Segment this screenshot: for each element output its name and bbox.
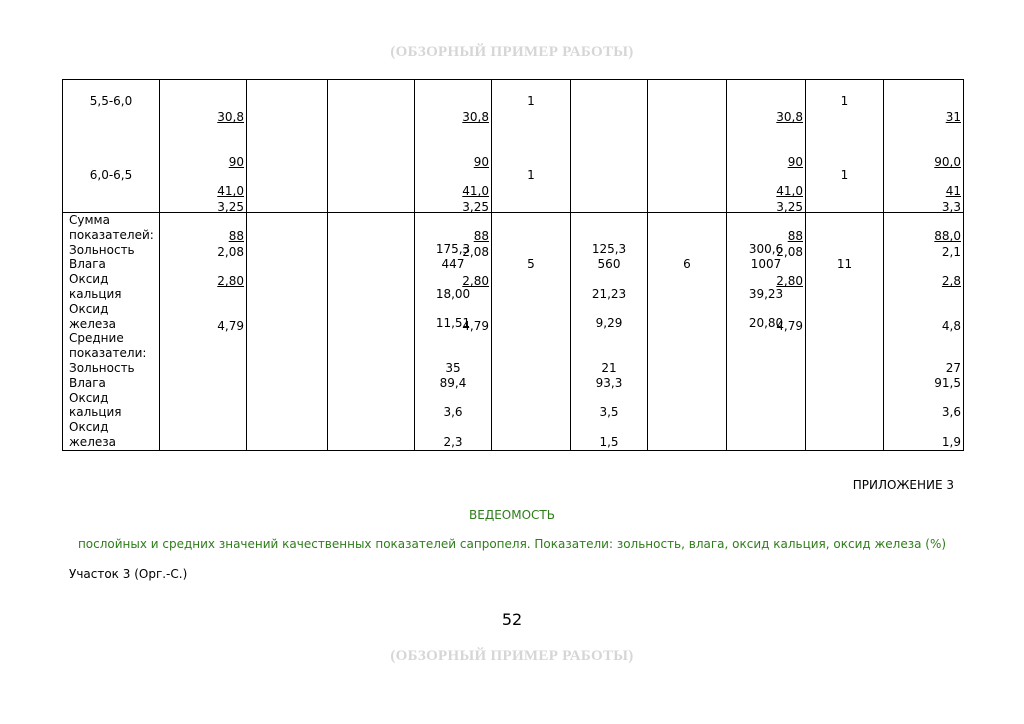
value: 2,80 bbox=[776, 274, 803, 288]
avg-value: 1,9 bbox=[941, 435, 961, 449]
summary-label: Зольность bbox=[69, 242, 135, 257]
avg-value: 27 bbox=[945, 361, 961, 375]
summary-label: кальция bbox=[69, 405, 122, 420]
value: 90,0 bbox=[934, 155, 961, 169]
sum-value: 175,3 bbox=[435, 242, 471, 256]
summary-label: кальция bbox=[69, 286, 122, 301]
avg-value: 2,3 bbox=[443, 435, 463, 449]
cell-col3 bbox=[328, 213, 415, 451]
cell-col1 bbox=[160, 80, 247, 333]
sum-value: 447 bbox=[441, 257, 465, 271]
sum-count: 11 bbox=[836, 257, 853, 271]
value: 88 bbox=[228, 229, 244, 243]
page-number: 52 bbox=[501, 610, 523, 629]
value: 2,08 bbox=[462, 245, 489, 259]
value: 90 bbox=[473, 155, 489, 169]
value: 2,80 bbox=[217, 274, 244, 288]
cell-col1 bbox=[160, 213, 247, 451]
summary-label: показатели: bbox=[69, 346, 147, 361]
cell-col2 bbox=[247, 80, 328, 213]
cell-col5 bbox=[492, 80, 571, 213]
value: 88 bbox=[473, 229, 489, 243]
sum-value: 11,51 bbox=[435, 316, 471, 330]
summary-label: показателей: bbox=[69, 227, 154, 242]
value: 41,0 bbox=[462, 184, 489, 198]
cell-col5-summary bbox=[492, 213, 571, 451]
summary-label: железа bbox=[69, 434, 116, 449]
sum-value: 18,00 bbox=[435, 287, 471, 301]
sum-count: 6 bbox=[683, 257, 691, 271]
cell-col6 bbox=[571, 80, 648, 213]
value: 2,1 bbox=[941, 245, 961, 259]
cell-depth bbox=[63, 80, 160, 213]
cell-col4-summary bbox=[415, 213, 492, 451]
avg-value: 3,6 bbox=[941, 405, 961, 419]
sum-value: 560 bbox=[597, 257, 621, 271]
value: 88,0 bbox=[934, 229, 961, 243]
sum-value: 125,3 bbox=[591, 242, 627, 256]
value: 41,0 bbox=[776, 184, 803, 198]
cell-col10 bbox=[884, 80, 964, 333]
avg-value: 91,5 bbox=[934, 376, 961, 390]
count-value: 1 bbox=[527, 168, 535, 182]
sum-count: 5 bbox=[527, 257, 535, 271]
value: 3,3 bbox=[941, 200, 961, 214]
value: 90 bbox=[228, 155, 244, 169]
summary-label: Влага bbox=[69, 375, 106, 390]
count-value: 1 bbox=[527, 94, 535, 108]
sum-value: 300,6 bbox=[748, 242, 784, 256]
value: 30,8 bbox=[217, 110, 244, 124]
table-row-layers bbox=[63, 80, 964, 213]
data-table bbox=[62, 79, 964, 451]
value: 2,8 bbox=[941, 274, 961, 288]
avg-value: 93,3 bbox=[595, 376, 623, 390]
value: 41,0 bbox=[217, 184, 244, 198]
sum-value: 9,29 bbox=[595, 316, 623, 330]
avg-value: 3,6 bbox=[443, 405, 463, 419]
value: 88 bbox=[787, 229, 803, 243]
table-row-summary bbox=[63, 213, 964, 451]
value: 2,08 bbox=[776, 245, 803, 259]
cell-summary-labels bbox=[63, 213, 160, 451]
value: 30,8 bbox=[776, 110, 803, 124]
value: 2,08 bbox=[217, 245, 244, 259]
cell-col9-summary bbox=[806, 213, 884, 451]
avg-value: 21 bbox=[601, 361, 617, 375]
count-value: 1 bbox=[840, 168, 849, 182]
summary-label: Оксид bbox=[69, 272, 109, 287]
summary-label: Сумма bbox=[69, 213, 110, 227]
summary-label: Оксид bbox=[69, 301, 109, 316]
summary-label: Зольность bbox=[69, 360, 135, 375]
avg-value: 3,5 bbox=[599, 405, 619, 419]
value: 3,25 bbox=[462, 200, 489, 214]
value: 4,79 bbox=[776, 319, 803, 333]
sum-value: 20,80 bbox=[748, 316, 784, 330]
cell-col7 bbox=[648, 80, 727, 213]
watermark-bottom: (ОБЗОРНЫЙ ПРИМЕР РАБОТЫ) bbox=[390, 648, 634, 664]
document-subtitle: послойных и средних значений качественных показателей сапропеля. Показатели: зольность, влага, оксид кальция, оксид железа (%) bbox=[77, 537, 947, 551]
summary-label: Влага bbox=[69, 257, 106, 272]
summary-label: железа bbox=[69, 316, 116, 331]
watermark-top: (ОБЗОРНЫЙ ПРИМЕР РАБОТЫ) bbox=[390, 44, 634, 60]
value: 41 bbox=[945, 184, 961, 198]
value: 90 bbox=[787, 155, 803, 169]
depth-label-1: 5,5-6,0 bbox=[89, 94, 133, 108]
value: 3,25 bbox=[776, 200, 803, 214]
depth-label-2: 6,0-6,5 bbox=[89, 168, 133, 182]
value: 2,80 bbox=[462, 274, 489, 288]
avg-value: 35 bbox=[445, 361, 461, 375]
sum-value: 21,23 bbox=[591, 287, 627, 301]
cell-col9 bbox=[806, 80, 884, 213]
avg-value: 1,5 bbox=[599, 435, 619, 449]
value: 4,8 bbox=[941, 319, 961, 333]
value: 31 bbox=[945, 110, 961, 124]
value: 3,25 bbox=[217, 200, 244, 214]
cell-col10-summary bbox=[884, 213, 964, 451]
sum-value: 39,23 bbox=[748, 287, 784, 301]
cell-col8-summary bbox=[727, 213, 806, 451]
value: 30,8 bbox=[462, 110, 489, 124]
appendix-label: ПРИЛОЖЕНИЕ 3 bbox=[852, 478, 954, 492]
summary-label: Средние bbox=[69, 331, 124, 346]
sum-value: 1007 bbox=[750, 257, 782, 271]
summary-label: Оксид bbox=[69, 390, 109, 405]
cell-col6-summary bbox=[571, 213, 648, 451]
value: 4,79 bbox=[462, 319, 489, 333]
plot-label: Участок 3 (Орг.-С.) bbox=[69, 567, 188, 581]
document-title: ВЕДЕОМОСТЬ bbox=[469, 508, 555, 522]
summary-label: Оксид bbox=[69, 420, 109, 435]
count-value: 1 bbox=[840, 94, 849, 108]
cell-col2 bbox=[247, 213, 328, 451]
cell-col3 bbox=[328, 80, 415, 213]
avg-value: 89,4 bbox=[439, 376, 467, 390]
value: 4,79 bbox=[217, 319, 244, 333]
cell-col7-summary bbox=[648, 213, 727, 451]
